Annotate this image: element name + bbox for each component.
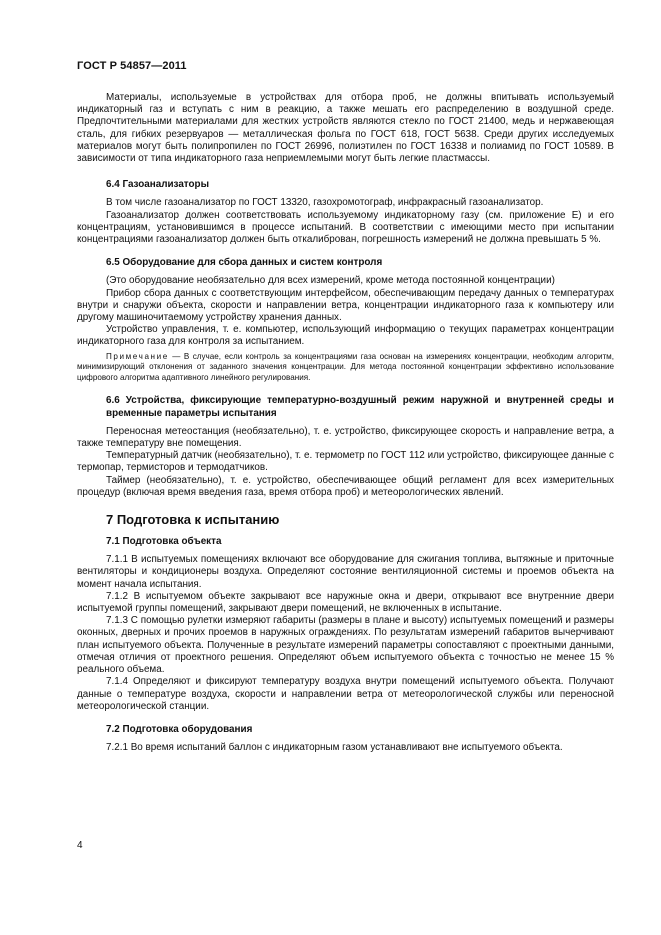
section-6-5-title: 6.5 Оборудование для сбора данных и систем контроля bbox=[106, 257, 383, 269]
section-6-6-p3: Таймер (необязательно), т. е. устройство, обеспечивающее общий регламент для всех измерительных процедур (включая время введения газа, время отбора проб) и метеорологических явлений. bbox=[77, 474, 614, 498]
section-6-5-p3: Устройство управления, т. е. компьютер, использующий информацию о текущих параметрах концентрации индикаторного газа для контроля за испытанием. bbox=[77, 324, 614, 348]
section-6-6-p2: Температурный датчик (необязательно), т. е. термометр по ГОСТ 112 или устройство, фиксирующее данные с термопар, термисторов и термодатчиков. bbox=[77, 450, 614, 474]
section-6-4-p2: Газоанализатор должен соответствовать используемому индикаторному газу (см. приложение Е) и его концентрациям, установившимся в процессе испытаний. В соответствии с имеющими место при испытании концентрациями газоанализатор должен быть откалиброван, погрешность измерений не должна превышать 5 %. bbox=[77, 209, 614, 246]
intro-paragraph: Материалы, используемые в устройствах для отбора проб, не должны впитывать используемый индикаторный газ и вступать с ним в реакцию, а также мешать его распределению в воздушной среде. Предпочтительными материалами для жестких устройств являются стекло по ГОСТ 21400, медь и нержавеющая сталь, для гибких резервуаров — металлическая фольга по ГОСТ 618, ГОСТ 5638. Среди других исследуемых материалов могут быть полипропилен по ГОСТ 26996, полиэтилен по ГОСТ 16338 и полиамид по ГОСТ 10589. В зависимости от типа индикаторного газа неприемлемыми могут быть легкие пластмассы. bbox=[77, 92, 614, 165]
section-7-1-1: 7.1.1 В испытуемых помещениях включают все оборудование для сжигания топлива, вытяжные и приточные вентиляторы и кондиционеры воздуха. Определяют состояние вентиляционной системы и проемов объекта на момент начала испытания. bbox=[77, 554, 614, 590]
document-header: ГОСТ Р 54857—2011 bbox=[77, 60, 187, 72]
section-7-title: 7 Подготовка к испытанию bbox=[106, 512, 280, 528]
document-body bbox=[77, 92, 614, 754]
section-6-5-p2: Прибор сбора данных с соответствующим интерфейсом, обеспечивающим передачу данных о температурах внутри и снаружи объекта, скорости и направлении ветра, концентрации индикаторного газа к компьютеру или другому машиночитаемому устройству хранения данных. bbox=[77, 287, 614, 324]
section-6-5-p1: (Это оборудование необязательно для всех измерений, кроме метода постоянной концентрации) bbox=[106, 275, 555, 287]
section-6-5-note bbox=[77, 352, 614, 384]
section-7-2-title: 7.2 Подготовка оборудования bbox=[106, 723, 253, 735]
section-7-2-1: 7.2.1 Во время испытаний баллон с индикаторным газом устанавливают вне испытуемого объекта. bbox=[106, 742, 563, 754]
note-text: — В случае, если контроль за концентрациями газа основан на измерениях концентрации, необходим алгоритм, минимизирующий отклонения от заданного значения концентрации. Для метода постоянной концентрации эффективно использование цифрового алгоритма адаптивного линейного регулирования. bbox=[77, 351, 614, 382]
section-7-1-title: 7.1 Подготовка объекта bbox=[106, 536, 222, 548]
section-6-6-title: 6.6 Устройства, фиксирующие температурно-воздушный режим наружной и внутренней среды и временные параметры испытания bbox=[106, 395, 614, 419]
section-7-1-2: 7.1.2 В испытуемом объекте закрывают все наружные окна и двери, открывают все внутренние двери испытуемой группы помещений, закрывают двери помещений, не включенных в испытание. bbox=[77, 590, 614, 615]
section-6-6-p1: Переносная метеостанция (необязательно), т. е. устройство, фиксирующее скорость и направление ветра, а также температуру вне помещения. bbox=[77, 425, 614, 450]
section-6-4-p1: В том числе газоанализатор по ГОСТ 13320, газохромотограф, инфракрасный газоанализатор. bbox=[106, 197, 544, 209]
page-number: 4 bbox=[77, 840, 83, 851]
section-7-1-4: 7.1.4 Определяют и фиксируют температуру воздуха внутри помещений испытуемого объекта. Получают данные о температуре воздуха, скорости и направлении ветра от метеорологической службы или переносной метеорологической станции. bbox=[77, 676, 614, 712]
section-7-1-3: 7.1.3 С помощью рулетки измеряют габариты (размеры в плане и высоту) испытуемых помещений и размеры оконных, дверных и прочих проемов в наружных ограждениях. По результатам измерений габаритов вычерчивают план испытуемого объекта. Полученные в результате измерений параметры сопоставляют с проектными данными, отмечая отличия от проектного решения. Определяют объем испытуемого объекта с точностью не менее 15 % реального объема. bbox=[77, 615, 614, 676]
note-label: Примечание bbox=[106, 351, 169, 361]
section-6-4-title: 6.4 Газоанализаторы bbox=[106, 179, 210, 191]
